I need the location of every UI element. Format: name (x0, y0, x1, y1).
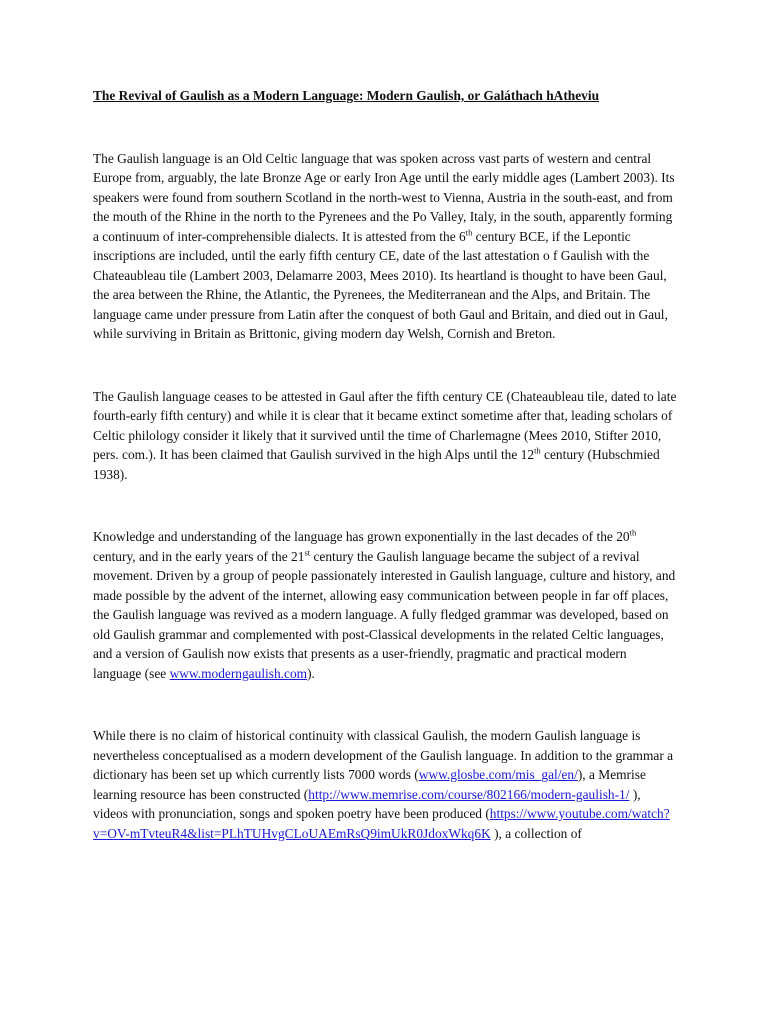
paragraph-2-text-a: The Gaulish language ceases to be attested in Gaul after the fifth century CE (Chateaubleau tile, dated to late fourth-early fifth century) and while it is clear that it became extinct sometime after that, leading scholars of Celtic philology consider it likely that it survived until the time of Charlemagne (Mees 2010, Stifter 2010, pers. com.). It has been claimed that Gaulish survived in the high Alps until the 12 (93, 388, 677, 462)
superscript: th (465, 227, 473, 238)
paragraph-1-text-b: century BCE, if the Lepontic inscriptions are included, until the early fifth century CE, date of the last attestation o f Gaulish with the Chateaubleau tile (Lambert 2003, Delamarre 2003, Mees 2010). Its heartland is thought to have been Gaul, the area between the Rhine, the Atlantic, the Pyrenees, the Mediterranean and the Alps, and Britain. The language came under pressure from Latin after the conquest of both Gaul and Britain, and died out in Gaul, while surviving in Britain as Brittonic, giving modern day Welsh, Cornish and Breton. (93, 228, 668, 341)
glosbe-link[interactable]: www.glosbe.com/mis_gal/en/ (418, 767, 578, 782)
paragraph-1-text-a: The Gaulish language is an Old Celtic language that was spoken across vast parts of western and central Europe from, arguably, the late Bronze Age or early Iron Age until the early middle ages (Lambert 2003). Its speakers were found from southern Scotland in the north-west to Vienna, Austria in the south-east, and from the mouth of the Rhine in the north to the Pyrenees and the Po Valley, Italy, in the south, apparently forming a continuum of inter-comprehensible dialects. It is attested from the 6 (93, 150, 675, 244)
paragraph-4-text-b: ), a Memrise learning resource has been constructed ( (93, 767, 646, 802)
superscript: th (534, 445, 541, 456)
paragraph-2-text-b: century (Hubschmied 1938). (93, 447, 660, 482)
memrise-link[interactable]: http://www.memrise.com/course/802166/modern-gaulish-1/ (308, 786, 630, 802)
superscript: st (304, 547, 311, 558)
paragraph-4-text-d: ), a collection of (490, 825, 582, 841)
paragraph-3 (93, 527, 678, 683)
paragraph-3-text-c: century the Gaulish language became the subject of a revival movement. Driven by a group of people passionately interested in Gaulish language, culture and history, and made possible by the advent of the internet, allowing easy communication between people in far off places, the Gaulish language was revived as a modern language. A fully fledged grammar was developed, based on old Gaulish grammar and complemented with post-Classical developments in the related Celtic languages, and a version of Gaulish now exists that presents as a user-friendly, pragmatic and practical modern language (see (93, 548, 676, 681)
youtube-link[interactable]: https://www.youtube.com/watch?v=OV-mTvteuR4&list=PLhTUHvgCLoUAEmRsQ9imUkR0JdoxWkq6K (93, 806, 670, 841)
paragraph-4-text-c: ), videos with pronunciation, songs and spoken poetry have been produced ( (93, 786, 641, 821)
paragraph-3-text-a: Knowledge and understanding of the language has grown exponentially in the last decades of the 20 (93, 529, 630, 544)
moderngaulish-link[interactable]: www.moderngaulish.com (169, 665, 308, 681)
document-title: The Revival of Gaulish as a Modern Language: Modern Gaulish, or Galáthach hAtheviu (93, 88, 600, 103)
paragraph-3-text-d: ). (307, 665, 315, 681)
paragraph-3-text-b: century, and in the early years of the 21 (93, 548, 305, 564)
paragraph-4 (93, 726, 678, 843)
paragraph-4-text-a: While there is no claim of historical continuity with classical Gaulish, the modern Gaulish language is nevertheless conceptualised as a modern development of the Gaulish language. In addition to the grammar a dictionary has been set up which currently lists 7000 words ( (93, 728, 674, 782)
paragraph-2 (93, 387, 678, 485)
superscript: th (629, 527, 637, 538)
paragraph-1 (93, 149, 678, 344)
